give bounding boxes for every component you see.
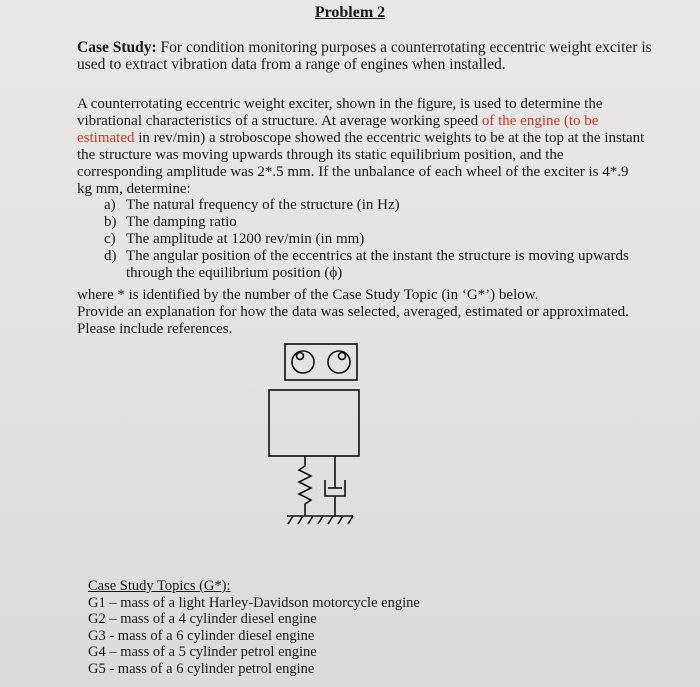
question-text: The angular position of the eccentrics at the instant the structure is moving upwards through the equilibrium position (ϕ) — [126, 248, 629, 281]
question-letter: d) — [104, 248, 117, 264]
question-item — [104, 214, 664, 231]
question-item — [104, 248, 664, 282]
question-item — [104, 231, 664, 248]
topics-title: Case Study Topics (G*): — [88, 578, 231, 594]
instructions — [77, 287, 652, 338]
question-list — [104, 197, 664, 282]
case-study-intro — [77, 39, 652, 73]
case-study-text: For condition monitoring purposes a counterrotating eccentric weight exciter is used to extract vibration data from a range of engines when installed. — [77, 39, 652, 73]
case-study-label: Case Study: — [77, 39, 157, 56]
spring — [299, 456, 311, 516]
topic-item: G3 - mass of a 6 cylinder diesel engine — [88, 627, 315, 644]
question-letter: c) — [104, 231, 116, 247]
topic-item: G4 – mass of a 5 cylinder petrol engine — [88, 644, 317, 660]
paragraph-part2: in rev/min) a stroboscope showed the eccentric weights to be at the top at the instant the structure was moving upwards through its static equilibrium position, and the corresponding amplitude was 2*.5 mm. If the unbalance of each wheel of the exciter is 4*.9 kg mm, determine: — [77, 130, 645, 197]
exciter-figure — [255, 340, 365, 555]
question-text: The natural frequency of the structure (in Hz) — [126, 197, 400, 213]
page-title: Problem 2 — [314, 4, 386, 21]
question-letter: b) — [104, 214, 117, 230]
instruction-line: Please include references. — [77, 321, 233, 337]
instruction-line: Provide an explanation for how the data was selected, averaged, estimated or approximated. — [77, 304, 629, 320]
case-study-topics — [88, 578, 568, 677]
question-item — [104, 197, 664, 214]
instruction-line: where * is identified by the number of the Case Study Topic (in ‘G*’) below. — [77, 287, 539, 303]
eccentric-weight-right — [339, 353, 346, 360]
topic-item: G5 - mass of a 6 cylinder petrol engine — [88, 660, 315, 677]
structure-mass — [269, 390, 359, 456]
exciter-housing — [285, 344, 357, 380]
question-text: The amplitude at 1200 rev/min (in mm) — [126, 231, 365, 247]
topic-item: G1 – mass of a light Harley-Davidson motorcycle engine — [88, 594, 420, 611]
question-letter: a) — [104, 197, 116, 213]
problem-paragraph — [77, 96, 647, 198]
eccentric-weight-left — [297, 353, 304, 360]
paragraph-part1: A counterrotating eccentric weight exciter, shown in the figure, is used to determine the vibrational characteristics of a structure. At average working speed — [77, 96, 603, 129]
topic-item: G2 – mass of a 4 cylinder diesel engine — [88, 611, 317, 627]
paragraph-highlight: of the engine (to be estimated — [77, 113, 599, 146]
question-text: The damping ratio — [126, 214, 237, 230]
